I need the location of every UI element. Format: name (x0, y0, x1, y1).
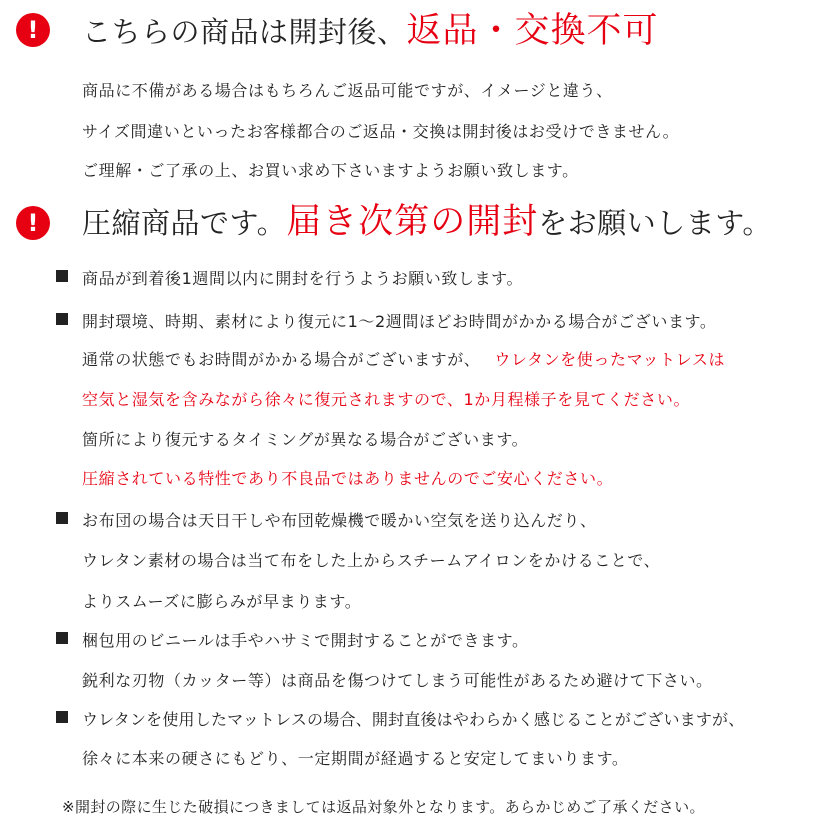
bullet-square (56, 632, 68, 644)
footnote: ※開封の際に生じた破損につきましては返品対象外となります。あらかじめご了承ください。 (62, 798, 705, 816)
section2-heading-prefix: 圧縮商品です。 (82, 206, 287, 240)
section1-heading-prefix: こちらの商品は開封後、 (82, 15, 407, 49)
bullet-square (56, 512, 68, 524)
section2-heading (82, 197, 772, 248)
bullet-square (56, 313, 68, 325)
item4-line-2: 鋭利な刃物（カッター等）は商品を傷つけてしまう可能性があるため避けて下さい。 (82, 671, 713, 690)
exclamation-circle-icon: ! (27, 16, 39, 44)
item5-line-1: ウレタンを使用したマットレスの場合、開封直後はやわらかく感じることがございますが、 (82, 710, 745, 729)
item4-line-1: 梱包用のビニールは手やハサミで開封することができます。 (82, 631, 529, 650)
item5-line-2: 徐々に本来の硬さにもどり、一定期間が経過すると安定してまいります。 (82, 749, 629, 768)
item2-line-3: 空気と湿気を含みながら徐々に復元されますので、1か月程様子を見てください。 (82, 390, 691, 409)
item3-line-1: お布団の場合は天日干しや布団乾燥機で暖かい空気を送り込んだり、 (82, 511, 597, 530)
section2-heading-suffix: をお願いします。 (538, 206, 772, 240)
item2-line-2 (82, 347, 725, 370)
item1-line-1: 商品が到着後1週間以内に開封を行うようお願い致します。 (82, 269, 524, 288)
item3-line-3: よりスムーズに膨らみが早まります。 (82, 592, 362, 611)
item3-line-2: ウレタン素材の場合は当て布をした上からスチームアイロンをかけることで、 (82, 551, 661, 570)
item2-line-4: 箇所により復元するタイミングが異なる場合がございます。 (82, 430, 529, 449)
item2-line-2-highlight: ウレタンを使ったマットレスは (494, 350, 726, 369)
alert-icon-2 (16, 206, 50, 240)
section1-line-2: サイズ間違いといったお客様都合のご返品・交換は開封後はお受けできません。 (82, 122, 680, 141)
section1-line-3: ご理解・ご了承の上、お買い求め下さいますようお願い致します。 (82, 161, 579, 180)
alert-icon-1 (16, 13, 50, 47)
item2-line-2-text: 通常の状態でもお時間がかかる場合がございますが、 (82, 350, 481, 369)
item2-line-5: 圧縮されている特性であり不良品ではありませんのでご安心ください。 (82, 469, 614, 488)
section1-heading-emphasis: 返品・交換不可 (406, 11, 659, 51)
item2-line-1: 開封環境、時期、素材により復元に1～2週間ほどお時間がかかる場合がございます。 (82, 312, 717, 331)
bullet-square (56, 270, 68, 282)
bullet-square (56, 711, 68, 723)
exclamation-circle-icon: ! (27, 209, 39, 237)
section2-heading-emphasis: 届き次第の開封 (286, 202, 539, 242)
section1-line-1: 商品に不備がある場合はもちろんご返品可能ですが、イメージと違う、 (82, 81, 613, 100)
section1-heading (82, 6, 659, 57)
